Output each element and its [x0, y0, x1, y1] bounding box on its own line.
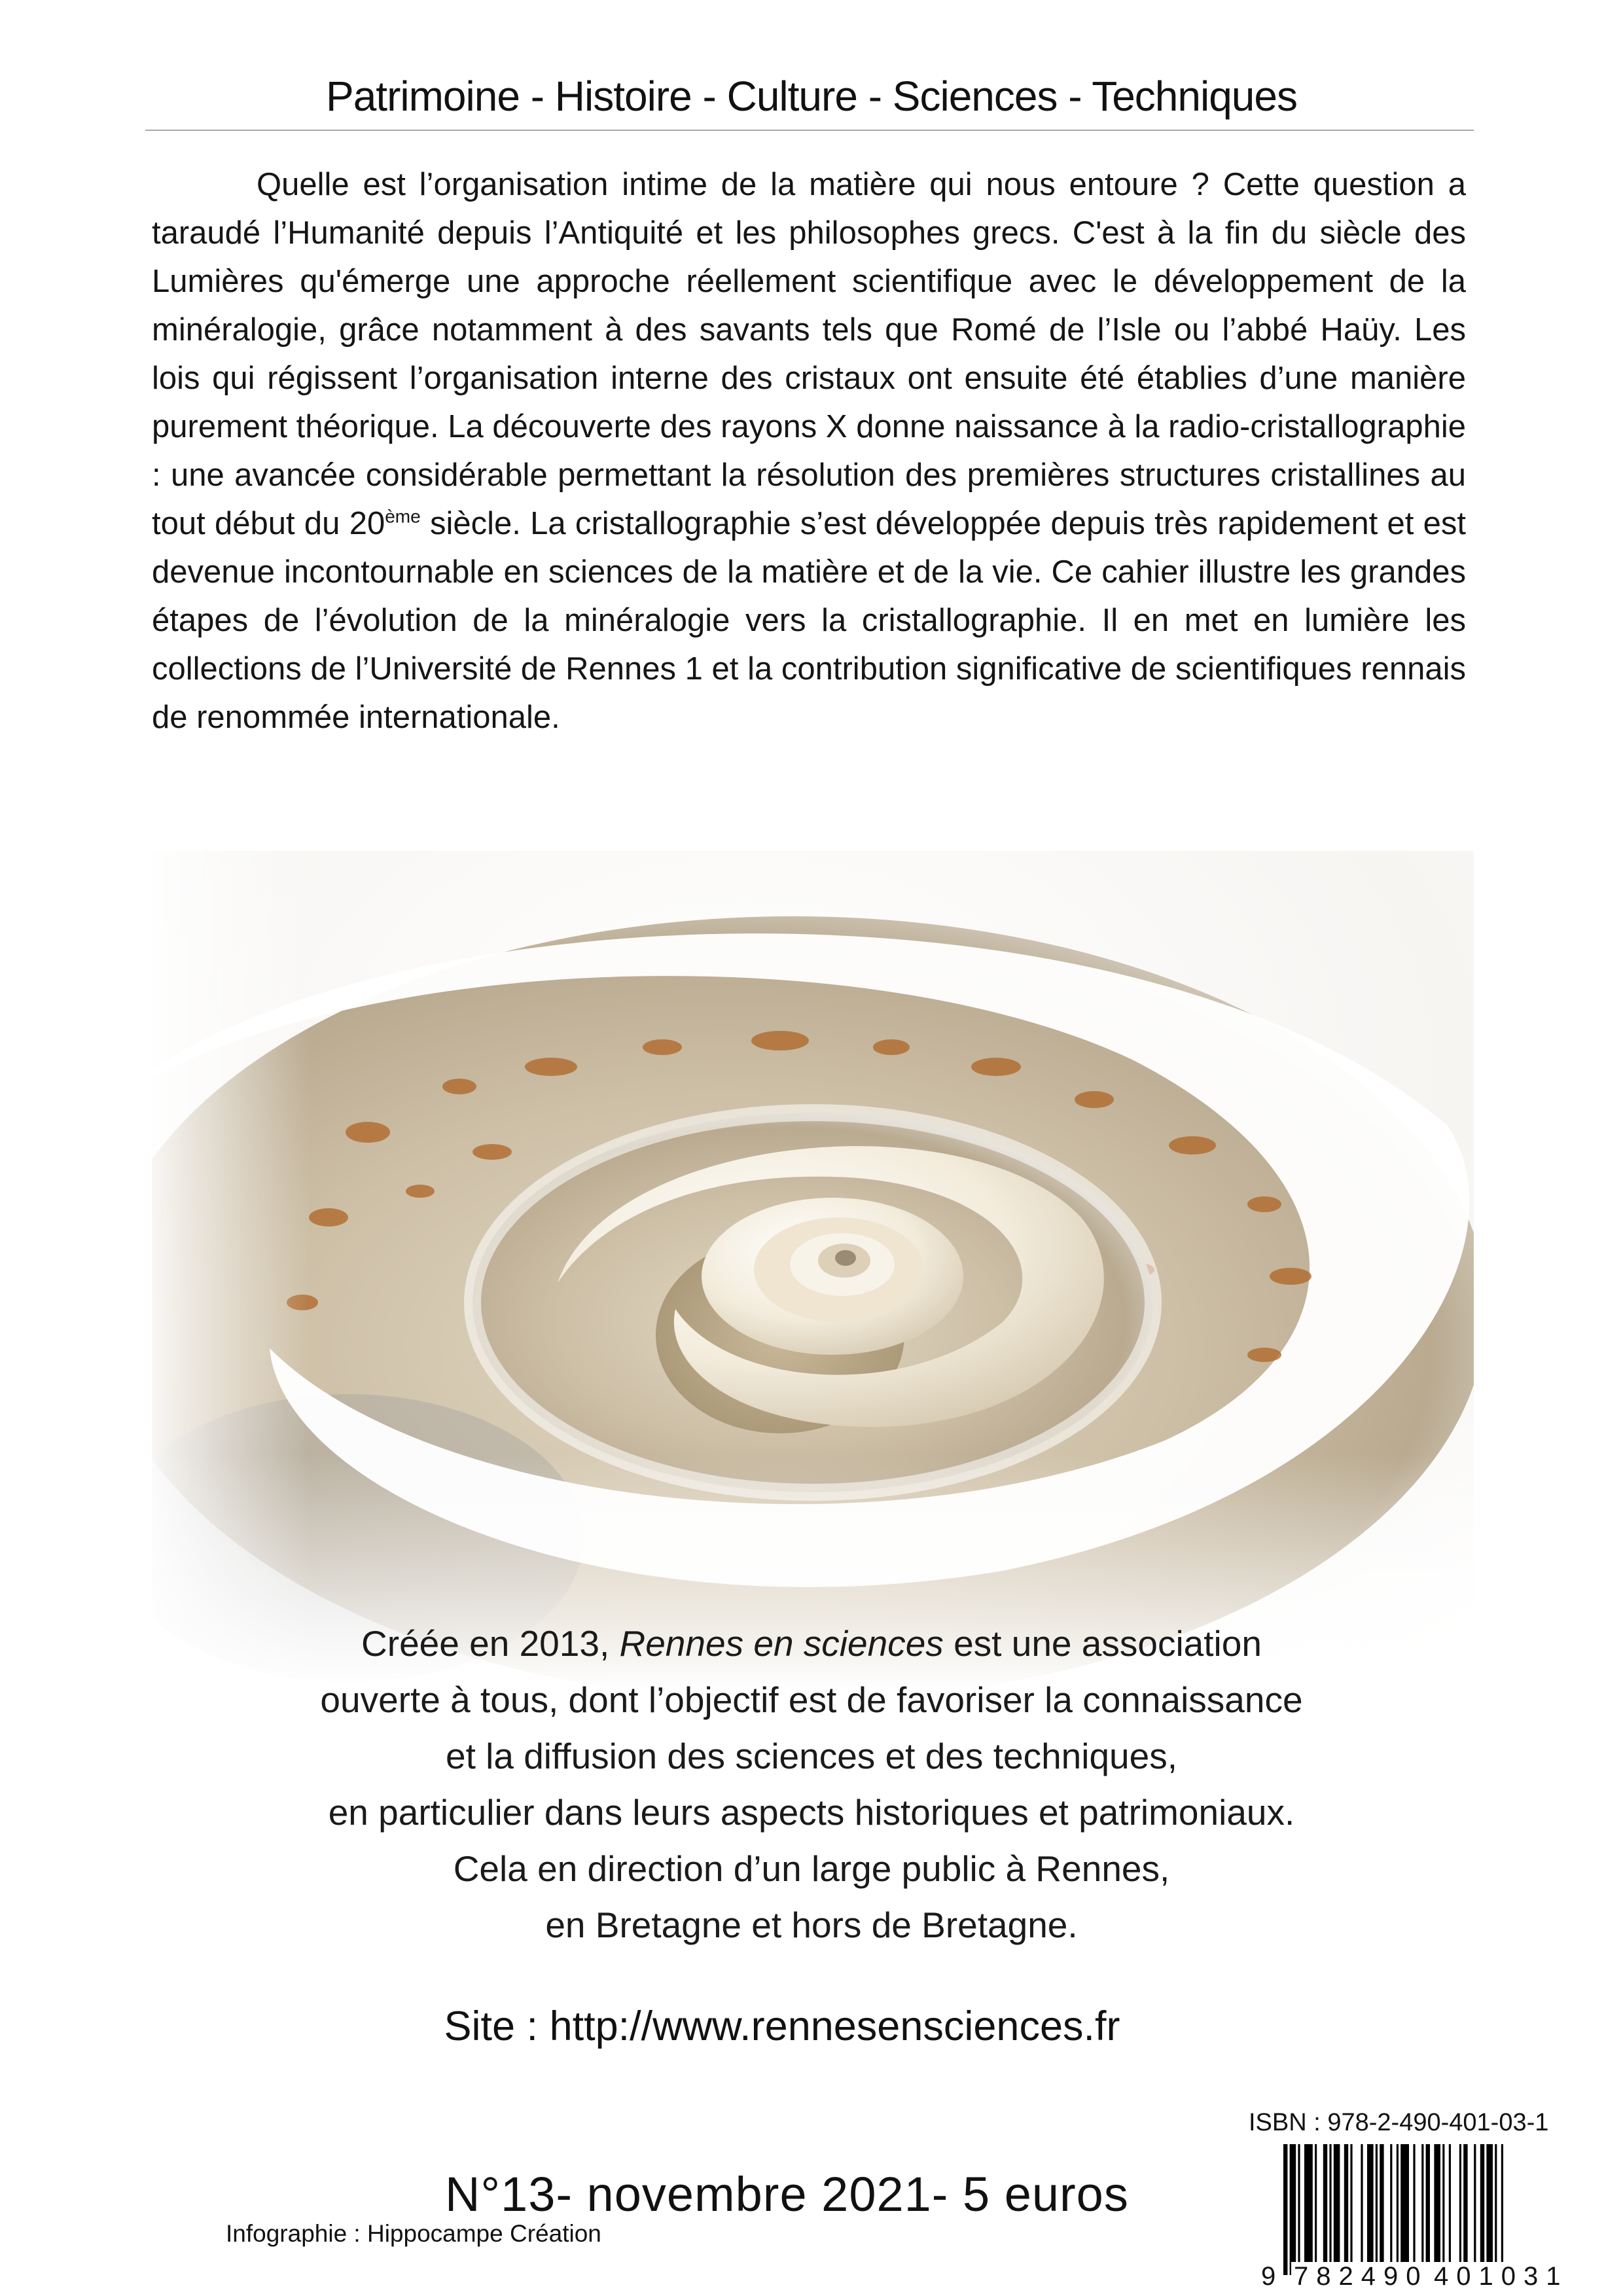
- barcode-bar: [1501, 2144, 1503, 2275]
- barcode-bar: [1315, 2144, 1317, 2275]
- barcode-right-digits: 401031: [1431, 2262, 1571, 2291]
- barcode-first-digit: 9: [1261, 2262, 1276, 2291]
- barcode-bar: [1329, 2144, 1331, 2275]
- barcode-bar: [1304, 2144, 1313, 2275]
- barcode-bar: [1400, 2144, 1409, 2275]
- infographics-credit: Infographie : Hippocampe Création: [226, 2220, 601, 2247]
- barcode-bar: [1474, 2144, 1476, 2275]
- barcode-left-digits: 782490: [1291, 2262, 1431, 2291]
- barcode-bar: [1334, 2144, 1340, 2275]
- isbn-label: ISBN : 978-2-490-401-03-1: [1249, 2109, 1549, 2136]
- association-description: [0, 1615, 1623, 1953]
- barcode-bar: [1442, 2144, 1444, 2275]
- association-line-4: en particulier dans leurs aspects historiques et patrimoniaux.: [328, 1792, 1295, 1833]
- association-line-3: et la diffusion des sciences et des techniques,: [445, 1736, 1178, 1776]
- barcode-bar: [1480, 2144, 1484, 2275]
- barcode-bar: [1376, 2144, 1378, 2275]
- association-line-2: ouverte à tous, dont l’objectif est de favoriser la connaissance: [320, 1679, 1303, 1720]
- association-line-1-prefix: Créée en 2013,: [361, 1623, 620, 1664]
- issue-price-line: N°13- novembre 2021- 5 euros: [445, 2167, 1129, 2221]
- barcode-bar: [1486, 2144, 1493, 2275]
- barcode-bar: [1350, 2144, 1352, 2275]
- website-link[interactable]: Site : http://www.rennesensciences.fr: [444, 2003, 1120, 2049]
- barcode-bar: [1323, 2144, 1327, 2275]
- barcode-bar: [1361, 2144, 1363, 2275]
- spiral-shell-illustration: [152, 851, 1474, 1689]
- barcode-bar: [1426, 2144, 1430, 2275]
- barcode-bar: [1413, 2144, 1415, 2275]
- intro-text-part2: siècle. La cristallographie s’est développée depuis très rapidement et est devenue incontournable en sciences de la matière et de la vie. Ce cahier illustre les grandes étapes de l’évolution de la minéralogie vers la cristallographie. Il en met en lumière les collections de l’Université de Rennes 1 et la contribution significative de scientifiques rennais de renommée internationale.: [152, 506, 1467, 735]
- barcode-bar: [1283, 2144, 1287, 2275]
- barcode-digits: [1261, 2262, 1574, 2296]
- barcode-bar: [1421, 2144, 1423, 2275]
- series-title: Patrimoine - Histoire - Culture - Sciences - Techniques: [326, 73, 1297, 120]
- association-line-1: [0, 1615, 1623, 1672]
- barcode-bar: [1367, 2144, 1374, 2275]
- association-line-5: Cela en direction d’un large public à Rennes,: [453, 1848, 1170, 1889]
- intro-paragraph: [152, 160, 1466, 742]
- association-line-1-suffix: est une association: [943, 1623, 1262, 1664]
- association-line-6: en Bretagne et hors de Bretagne.: [545, 1905, 1078, 1945]
- barcode-bar: [1390, 2144, 1392, 2275]
- barcode-bar: [1459, 2144, 1461, 2275]
- barcode-bar: [1495, 2144, 1497, 2275]
- association-name: Rennes en sciences: [619, 1623, 944, 1664]
- intro-superscript: ème: [385, 506, 421, 527]
- barcode-bar: [1344, 2144, 1348, 2275]
- isbn-barcode: [1261, 2144, 1574, 2296]
- barcode-bar: [1463, 2144, 1467, 2275]
- intro-text-part1: Quelle est l’organisation intime de la matière qui nous entoure ? Cette question a taraudé l’Humanité depuis l’Antiquité et les philosophes grecs. C'est à la fin du siècle des Lumières qu'émerge une approche réellement scientifique avec le développement de la minéralogie, grâce notamment à des savants tels que Romé de l’Isle ou l’abbé Haüy. Les lois qui régissent l’organisation interne des cristaux ont ensuite été établies d’une manière purement théorique. La découverte des rayons X donne naissance à la radio-cristallographie : une avancée considérable permettant la résolution des premières structures cristallines au tout début du 20: [152, 167, 1466, 541]
- barcode-bars: [1279, 2144, 1574, 2275]
- barcode-bar: [1298, 2144, 1300, 2275]
- barcode-bar: [1434, 2144, 1440, 2275]
- title-divider: [145, 130, 1474, 131]
- barcode-bar: [1397, 2144, 1399, 2275]
- barcode-bar: [1449, 2144, 1451, 2275]
- barcode-bar: [1290, 2144, 1296, 2275]
- barcode-bar: [1380, 2144, 1383, 2275]
